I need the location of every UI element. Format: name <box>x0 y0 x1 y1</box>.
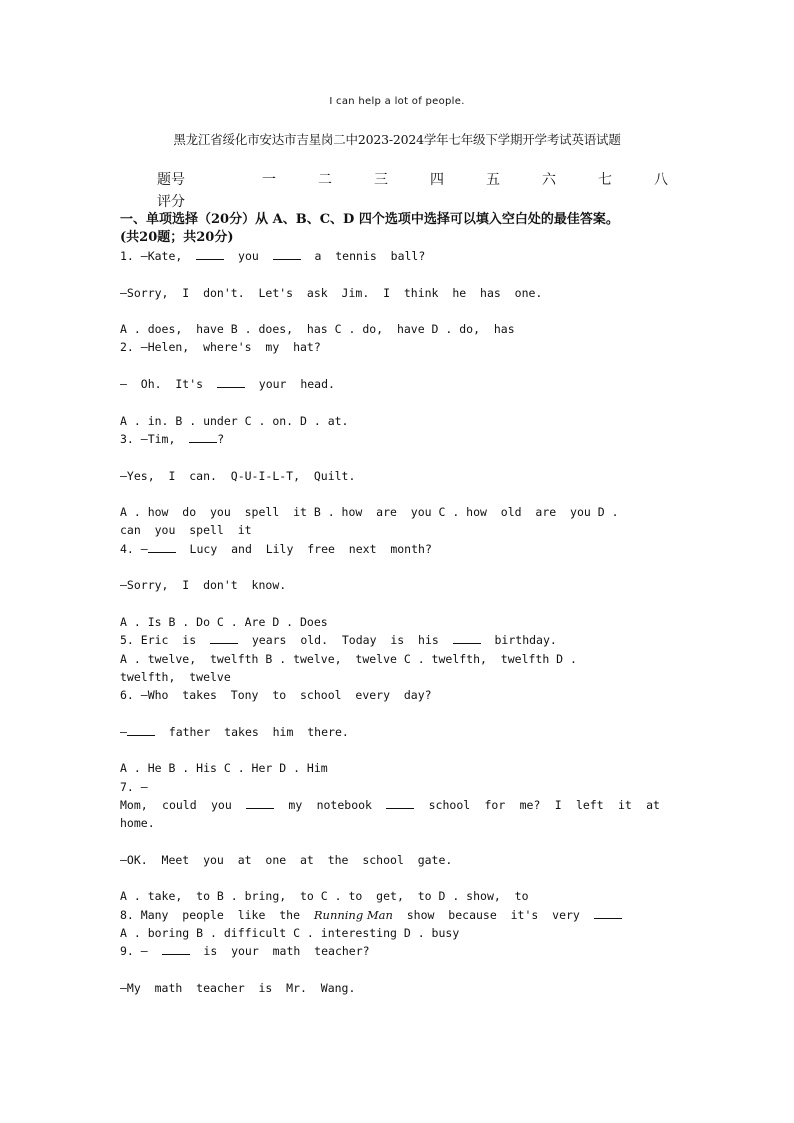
q2-text-b: your head. <box>244 377 335 392</box>
q6-text-b: father takes him there. <box>154 724 349 739</box>
q5-text-c: birthday. <box>480 633 557 648</box>
q5-text-b: years old. Today is his <box>238 633 453 648</box>
q3-text-b: ? <box>217 431 225 446</box>
q7-text-a: Mom, could you <box>120 797 247 812</box>
answer-blank <box>162 943 190 955</box>
question-7-stem <box>120 796 660 814</box>
page-header-text: I can help a lot of people. <box>329 96 465 107</box>
question-9-stem <box>120 942 660 960</box>
question-1-reply: —Sorry, I don't. Let's ask Jim. I think he has one. <box>120 285 543 300</box>
q8-text-b: show because it's very <box>392 907 594 922</box>
question-4-options: A . Is B . Do C . Are D . Does <box>120 614 328 629</box>
score-column-1: 一 <box>262 172 276 188</box>
q1-text-b: you <box>224 249 273 263</box>
score-column-4: 四 <box>430 172 444 188</box>
section-instruction: 一、单项选择（20分）从 A、B、C、D 四个选项中选择可以填入空白处的最佳答案。 <box>120 212 619 227</box>
question-6-stem: 6. —Who takes Tony to school every day? <box>120 688 432 703</box>
q5-text-a: 5. Eric is <box>120 633 211 648</box>
question-7-reply: —OK. Meet you at one at the school gate. <box>120 852 453 867</box>
question-5-options-cont: twelfth, twelve <box>120 669 231 684</box>
q4-text-b: Lucy and Lily free next month? <box>175 541 432 556</box>
score-column-3: 三 <box>374 172 388 188</box>
question-6-options: A . He B . His C . Her D . Him <box>120 761 328 776</box>
q4-text-a: 4. — <box>120 541 148 556</box>
score-row-label-question: 题号 <box>157 172 185 188</box>
question-1-stem <box>120 247 660 265</box>
q1-text-a: 1. —Kate, <box>120 249 197 263</box>
answer-blank <box>189 431 217 443</box>
q2-text-a: — Oh. It's <box>120 377 217 392</box>
question-5-stem <box>120 631 660 649</box>
answer-blank <box>196 248 224 260</box>
answer-blank <box>246 797 274 809</box>
page-title: 黑龙江省绥化市安达市吉星岗二中2023-2024学年七年级下学期开学考试英语试题 <box>173 132 621 147</box>
q9-text-b: is your math teacher? <box>189 944 370 959</box>
q7-text-b: my notebook <box>274 797 387 812</box>
score-column-6: 六 <box>542 172 556 188</box>
score-column-2: 二 <box>318 172 332 188</box>
q3-text-a: 3. —Tim, <box>120 431 190 446</box>
question-3-options: A . how do you spell it B . how are you C . how old are you D . <box>120 505 619 520</box>
question-2-reply <box>120 375 660 393</box>
question-2-options: A . in. B . under C . on. D . at. <box>120 413 349 428</box>
q8-text-a: 8. Many people like the <box>120 907 314 922</box>
answer-blank <box>453 632 481 644</box>
question-2-stem: 2. —Helen, where's my hat? <box>120 340 321 355</box>
question-4-reply: —Sorry, I don't know. <box>120 578 287 593</box>
q1-text-c: a tennis ball? <box>300 249 426 263</box>
question-4-stem <box>120 540 660 558</box>
q7-text-c: school for me? I left it at <box>414 797 660 812</box>
score-row-label-score: 评分 <box>157 194 185 210</box>
question-6-reply <box>120 723 660 741</box>
section-heading <box>120 211 680 247</box>
question-7-number: 7. — <box>120 779 148 794</box>
score-row-question-number <box>157 168 689 190</box>
question-7-options: A . take, to B . bring, to C . to get, to D . show, to <box>120 889 529 904</box>
section-subheading: (共20题；共20分) <box>120 230 234 245</box>
question-3-reply: —Yes, I can. Q-U-I-L-T, Quilt. <box>120 468 356 483</box>
question-8-stem <box>120 906 660 924</box>
question-9-reply: —My math teacher is Mr. Wang. <box>120 980 356 995</box>
q6-text-a: — <box>120 724 127 739</box>
question-3-options-cont: can you spell it <box>120 523 252 538</box>
answer-blank <box>217 376 245 388</box>
question-1-options: A . does, have B . does, has C . do, have D . do, has <box>120 322 515 337</box>
answer-blank <box>594 907 622 919</box>
question-list <box>120 247 660 997</box>
answer-blank <box>148 541 176 553</box>
score-table <box>157 168 689 212</box>
score-column-8: 八 <box>654 172 668 188</box>
question-3-stem <box>120 430 660 448</box>
q8-show-name: Running Man <box>313 907 393 922</box>
score-row-score <box>157 190 689 212</box>
answer-blank <box>386 797 414 809</box>
answer-blank <box>127 724 155 736</box>
answer-blank <box>273 248 301 260</box>
question-5-options: A . twelve, twelfth B . twelve, twelve C . twelfth, twelfth D . <box>120 651 577 666</box>
score-column-5: 五 <box>486 172 500 188</box>
question-8-options: A . boring B . difficult C . interesting D . busy <box>120 925 460 940</box>
answer-blank <box>210 632 238 644</box>
question-7-stem-cont: home. <box>120 816 155 831</box>
score-column-7: 七 <box>598 172 612 188</box>
q9-text-a: 9. — <box>120 944 162 959</box>
